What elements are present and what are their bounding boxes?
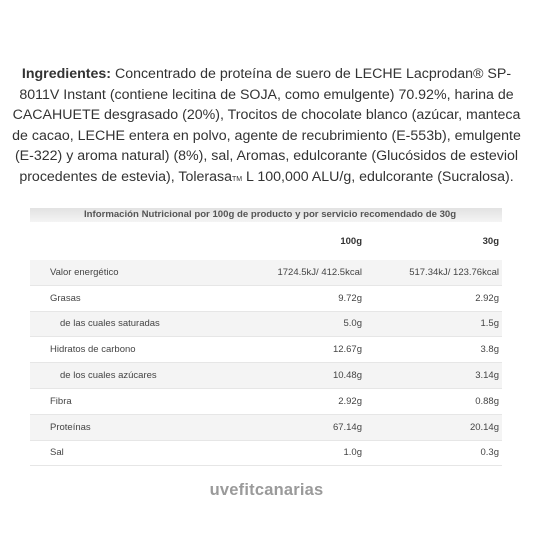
value-per-serving: 2.92g [365,285,502,311]
value-per-serving: 517.34kJ/ 123.76kcal [365,260,502,285]
nutrient-name: de las cuales saturadas [30,311,230,337]
table-row [30,388,502,414]
value-per-serving: 20.14g [365,414,502,440]
table-row [30,285,502,311]
trademark-mark: TM [232,175,243,183]
ingredients-label: Ingredientes: [21,66,111,82]
table-row [30,337,502,363]
value-per-serving: 1.5g [365,311,502,337]
header-name-column [30,222,230,260]
value-per-100g: 9.72g [230,285,365,311]
value-per-serving: 0.88g [365,388,502,414]
table-row [30,311,502,337]
nutrient-name: Sal [30,440,230,466]
header-per-100g: 100g [340,235,362,247]
value-per-100g: 10.48g [230,363,365,389]
table-row [30,440,502,466]
value-per-serving: 3.8g [365,337,502,363]
table-header-row [30,222,502,260]
ingredients-paragraph [12,64,521,190]
watermark-logo-text: uvefitcanarias [209,481,324,499]
nutrient-name: Hidratos de carbono [30,337,230,363]
nutrient-name: Fibra [30,388,230,414]
value-per-100g: 2.92g [230,388,365,414]
nutrient-name: Grasas [30,285,230,311]
nutrition-table-caption: Información Nutricional por 100g de producto y por servicio recomendado de 30g [30,208,502,222]
header-per-serving: 30g [482,235,499,247]
nutrient-name: Valor energético [30,260,230,285]
ingredients-text: Concentrado de proteína de suero de LECHE Lacprodan® SP-8011V Instant (contiene lecitina de SOJA, como emulgente) 70.92%, harina de CACAHUETE desgrasado (20%), Trocitos de chocolate blanco (azúcar, manteca de cacao, LECHE entera en polvo, agente de recubrimiento (E-553b), emulgente (E-322) y aroma natural) (8%), sal, Aromas, edulcorante (Glucósidos de esteviol procedentes de estevia), Tolerasa [12,66,521,185]
value-per-100g: 5.0g [230,311,365,337]
table-row [30,414,502,440]
value-per-100g: 1.0g [230,440,365,466]
nutrient-name: de los cuales azúcares [30,363,230,389]
value-per-serving: 0.3g [365,440,502,466]
value-per-100g: 12.67g [230,337,365,363]
ingredients-text-end: L 100,000 ALU/g, edulcorante (Sucralosa). [242,168,514,185]
value-per-serving: 3.14g [365,363,502,389]
value-per-100g: 1724.5kJ/ 412.5kcal [230,260,365,285]
nutrition-table-container [30,208,502,466]
value-per-100g: 67.14g [230,414,365,440]
nutrition-table [30,222,502,466]
table-row [30,260,502,285]
nutrient-name: Proteínas [30,414,230,440]
table-row [30,363,502,389]
